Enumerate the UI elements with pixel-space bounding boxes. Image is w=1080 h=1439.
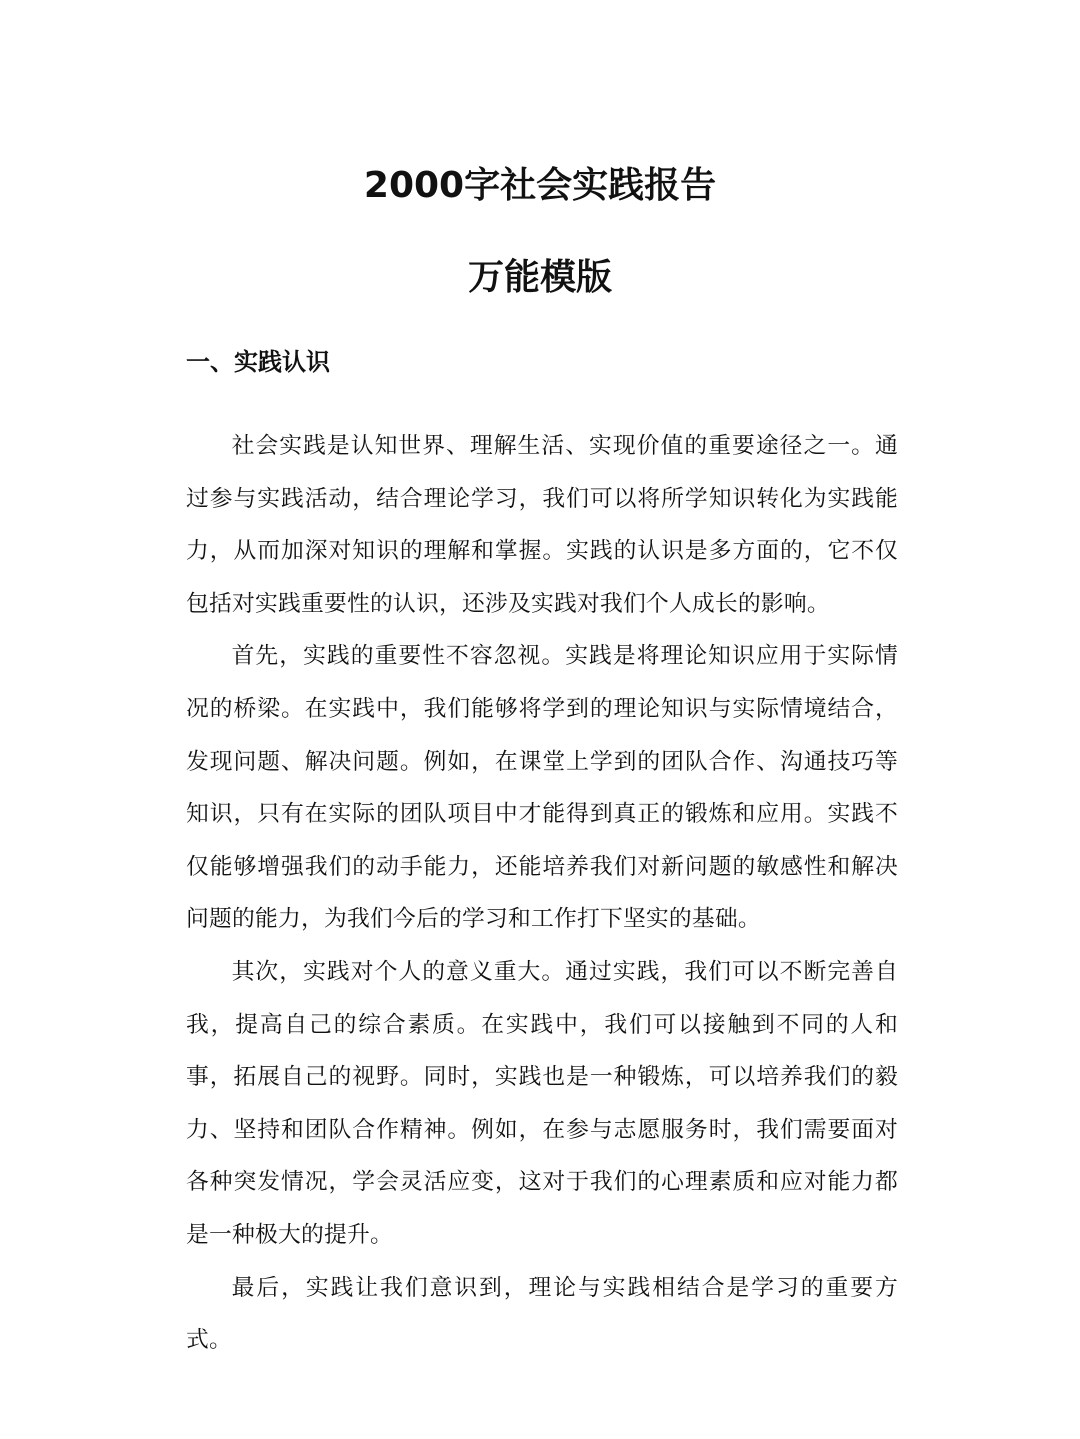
paragraph: 首先，实践的重要性不容忽视。实践是将理论知识应用于实际情况的桥梁。在实践中，我们能够将学到的理论知识与实际情境结合，发现问题、解决问题。例如，在课堂上学到的团队合作、沟通技巧等知识，只有在实际的团队项目中才能得到真正的锻炼和应用。实践不仅能够增强我们的动手能力，还能培养我们对新问题的敏感性和解决问题的能力，为我们今后的学习和工作打下坚实的基础。 [186, 643, 898, 933]
document-subtitle: 万能模版 [467, 257, 612, 298]
paragraph: 社会实践是认知世界、理解生活、实现价值的重要途径之一。通过参与实践活动，结合理论学习，我们可以将所学知识转化为实践能力，从而加深对知识的理解和掌握。实践的认识是多方面的，它不仅包括对实践重要性的认识，还涉及实践对我们个人成长的影响。 [186, 433, 898, 617]
paragraph: 其次，实践对个人的意义重大。通过实践，我们可以不断完善自我，提高自己的综合素质。在实践中，我们可以接触到不同的人和事，拓展自己的视野。同时，实践也是一种锻炼，可以培养我们的毅力、坚持和团队合作精神。例如，在参与志愿服务时，我们需要面对各种突发情况，学会灵活应变，这对于我们的心理素质和应对能力都是一种极大的提升。 [186, 958, 898, 1248]
document-title: 2000字社会实践报告 [363, 165, 717, 206]
paragraph: 最后，实践让我们意识到，理论与实践相结合是学习的重要方式。 [186, 1274, 898, 1354]
section-heading: 一、实践认识 [186, 348, 330, 376]
document-body [186, 420, 898, 1367]
